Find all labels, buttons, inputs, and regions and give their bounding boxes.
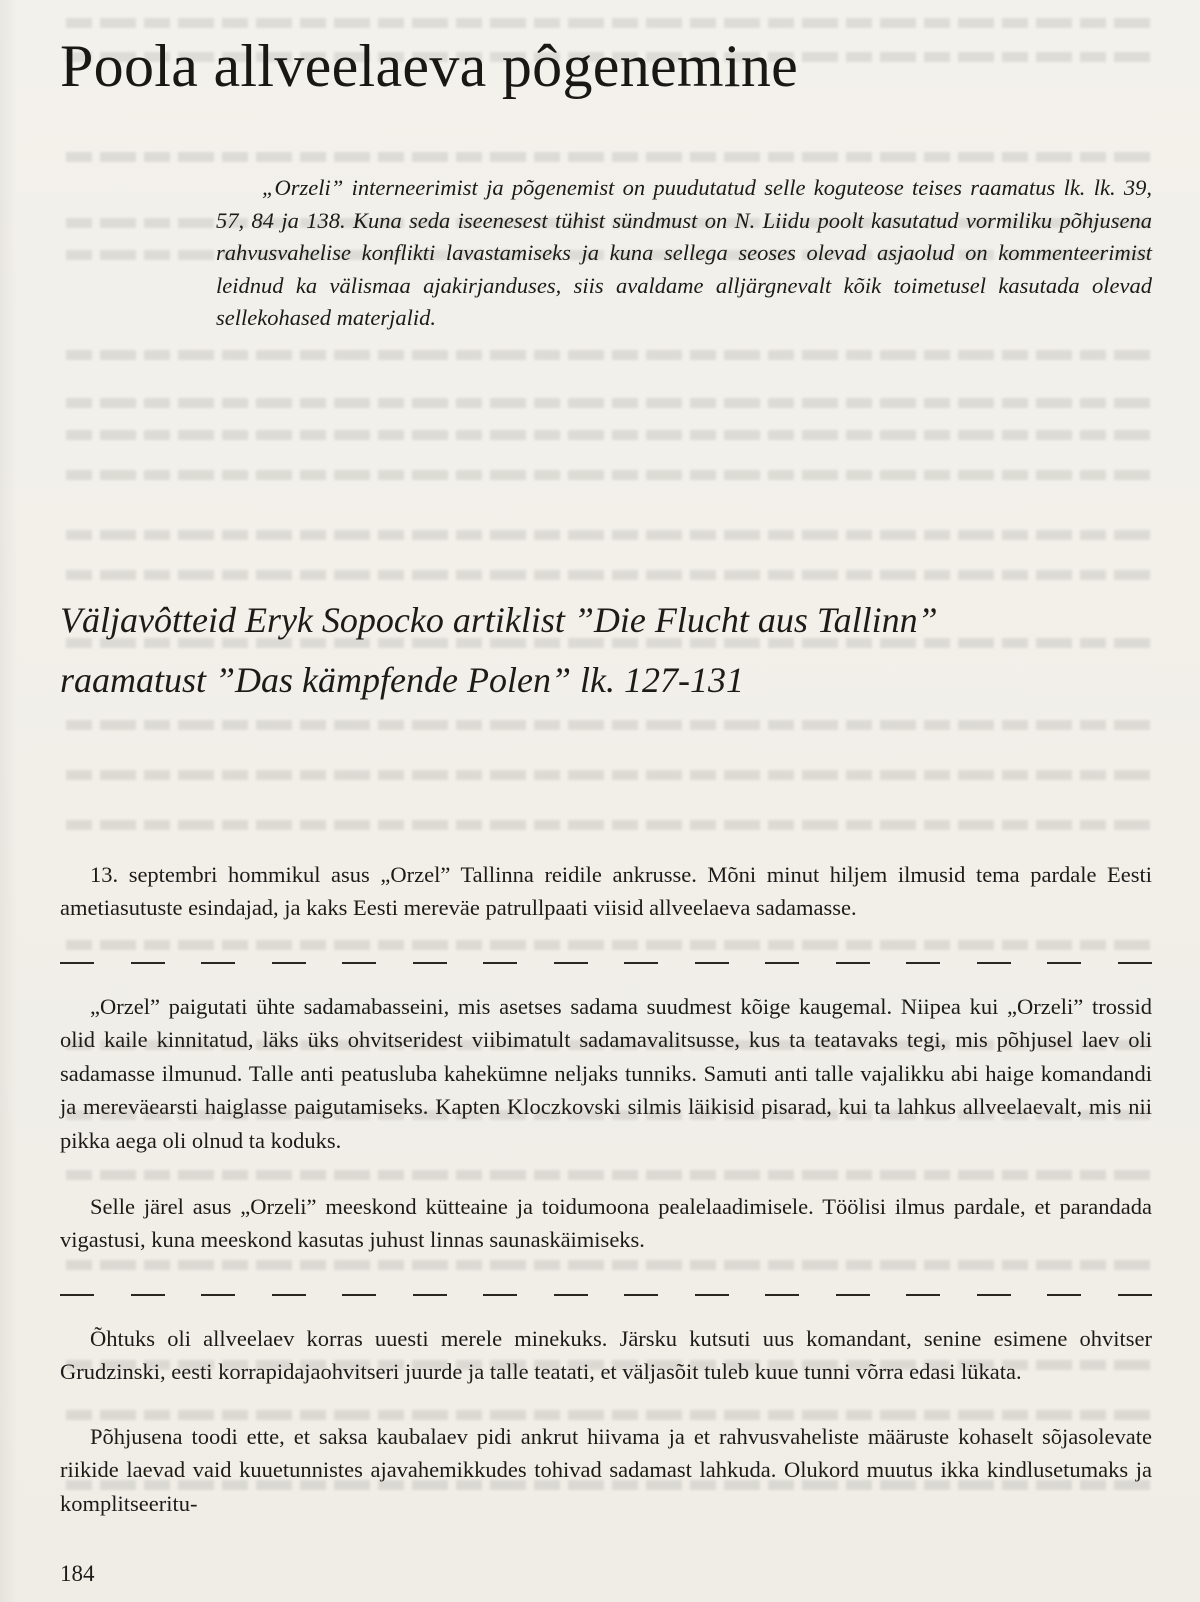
ghost-line (66, 570, 1156, 580)
subtitle-line-1: Väljavôtteid Eryk Sopocko artiklist ”Die Flucht aus Tallinn” (60, 600, 938, 640)
ghost-line (66, 470, 1156, 480)
dash (201, 1294, 235, 1296)
ghost-line (66, 1170, 1156, 1180)
dash (906, 1294, 940, 1296)
dash (342, 962, 376, 964)
intro-note: „Orzeli” interneerimist ja põgenemist on puudutatud selle koguteose teises raamatus lk. lk. 39, 57, 84 ja 138. Kuna seda iseenesest tühist sündmust on N. Liidu poolt kasutatud vormiliku põhjusena rahvusvahelise konflikti lavastamiseks ja kuna sellega seoses olevad asjaolud on kommenteerimist leidnud ka välismaa ajakirjanduses, siis avaldame alljärgnevalt kõik toimetusel kasutada olevad sellekohased materjalid. (216, 175, 1152, 330)
dash (554, 962, 588, 964)
paragraph: „Orzel” paigutati ühte sadamabasseini, mis asetses sadama suudmest kõige kaugemal. Niipea kui „Orzeli” trossid olid kaile kinnitatud, läks üks ohvitseridest viibimatult sadamavalitsusse, kus ta teatavaks tegi, mis põhjusel laev oli sadamasse ilmunud. Talle anti peatusluba kahekümne neljaks tunniks. Samuti anti talle vajalikku abi haige komandandi ja mereväearsti haiglasse paigutamiseks. Kapten Kloczkovski silmis läikisid pisarad, kui ta lahkus allveelaevalt, mis nii pikka aega oli olnud ta koduks. (60, 994, 1152, 1153)
ghost-line (66, 820, 1156, 830)
dash (1047, 962, 1081, 964)
dash (60, 1294, 94, 1296)
dash (765, 962, 799, 964)
dash (554, 1294, 588, 1296)
ghost-line (66, 1260, 1156, 1270)
dash (836, 962, 870, 964)
dash (413, 962, 447, 964)
dash (906, 962, 940, 964)
dash (272, 1294, 306, 1296)
dash (765, 1294, 799, 1296)
ghost-line (66, 940, 1156, 950)
dash (977, 962, 1011, 964)
dash (201, 962, 235, 964)
page-title: Poola allveelaeva pôgenemine (60, 33, 799, 99)
dash (624, 962, 658, 964)
paragraph: 13. septembri hommikul asus „Orzel” Tallinna reidile ankrusse. Mõni minut hiljem ilmusid tema pardale Eesti ametiasutuste esindajad, ja kaks Eesti mereväe patrullpaati viisid allveelaeva sadamasse. (60, 862, 1152, 921)
ghost-line (66, 398, 1156, 408)
dash (695, 962, 729, 964)
ghost-line (66, 530, 1156, 540)
ghost-line (66, 430, 1156, 440)
ellipsis-dashes (60, 1294, 1152, 1296)
page-number: 184 (60, 1561, 95, 1586)
ghost-line (66, 152, 1156, 162)
dash (60, 962, 94, 964)
dash (1118, 1294, 1152, 1296)
ghost-line (66, 770, 1156, 780)
dash (1047, 1294, 1081, 1296)
paragraph: Õhtuks oli allveelaev korras uuesti merele minekuks. Järsku kutsuti uus komandant, senine esimene ohvitser Grudzinski, eesti korrapidajaohvitseri juurde ja talle teatati, et väljasõit tuleb kuue tunni võrra edasi lükata. (60, 1326, 1152, 1385)
dash (131, 962, 165, 964)
dash (977, 1294, 1011, 1296)
dash (272, 962, 306, 964)
dash (1118, 962, 1152, 964)
dash (836, 1294, 870, 1296)
paragraph: Põhjusena toodi ette, et saksa kaubalaev pidi ankrut hiivama ja et rahvusvaheliste määruste kohaselt sõjasolevate riikide laevad vaid kuuetunnistes ajavahemikkudes tohivad sadamast lahkuda. Olukord muutus ikka kindlusetumaks ja komplitseeritu- (60, 1424, 1152, 1516)
subtitle-line-2: raamatust ”Das kämpfende Polen” lk. 127-131 (60, 660, 744, 700)
dash (695, 1294, 729, 1296)
paragraph: Selle järel asus „Orzeli” meeskond kütteaine ja toidumoona pealelaadimisele. Töölisi ilmus pardale, et parandada vigastusi, kuna meeskond kasutas juhust linnas saunaskäimiseks. (60, 1194, 1152, 1253)
ellipsis-dashes (60, 962, 1152, 964)
ghost-line (66, 720, 1156, 730)
ghost-line (66, 18, 1156, 28)
dash (131, 1294, 165, 1296)
dash (624, 1294, 658, 1296)
dash (483, 962, 517, 964)
ghost-line (66, 1410, 1156, 1420)
dash (413, 1294, 447, 1296)
dash (342, 1294, 376, 1296)
ghost-line (66, 350, 1156, 360)
dash (483, 1294, 517, 1296)
